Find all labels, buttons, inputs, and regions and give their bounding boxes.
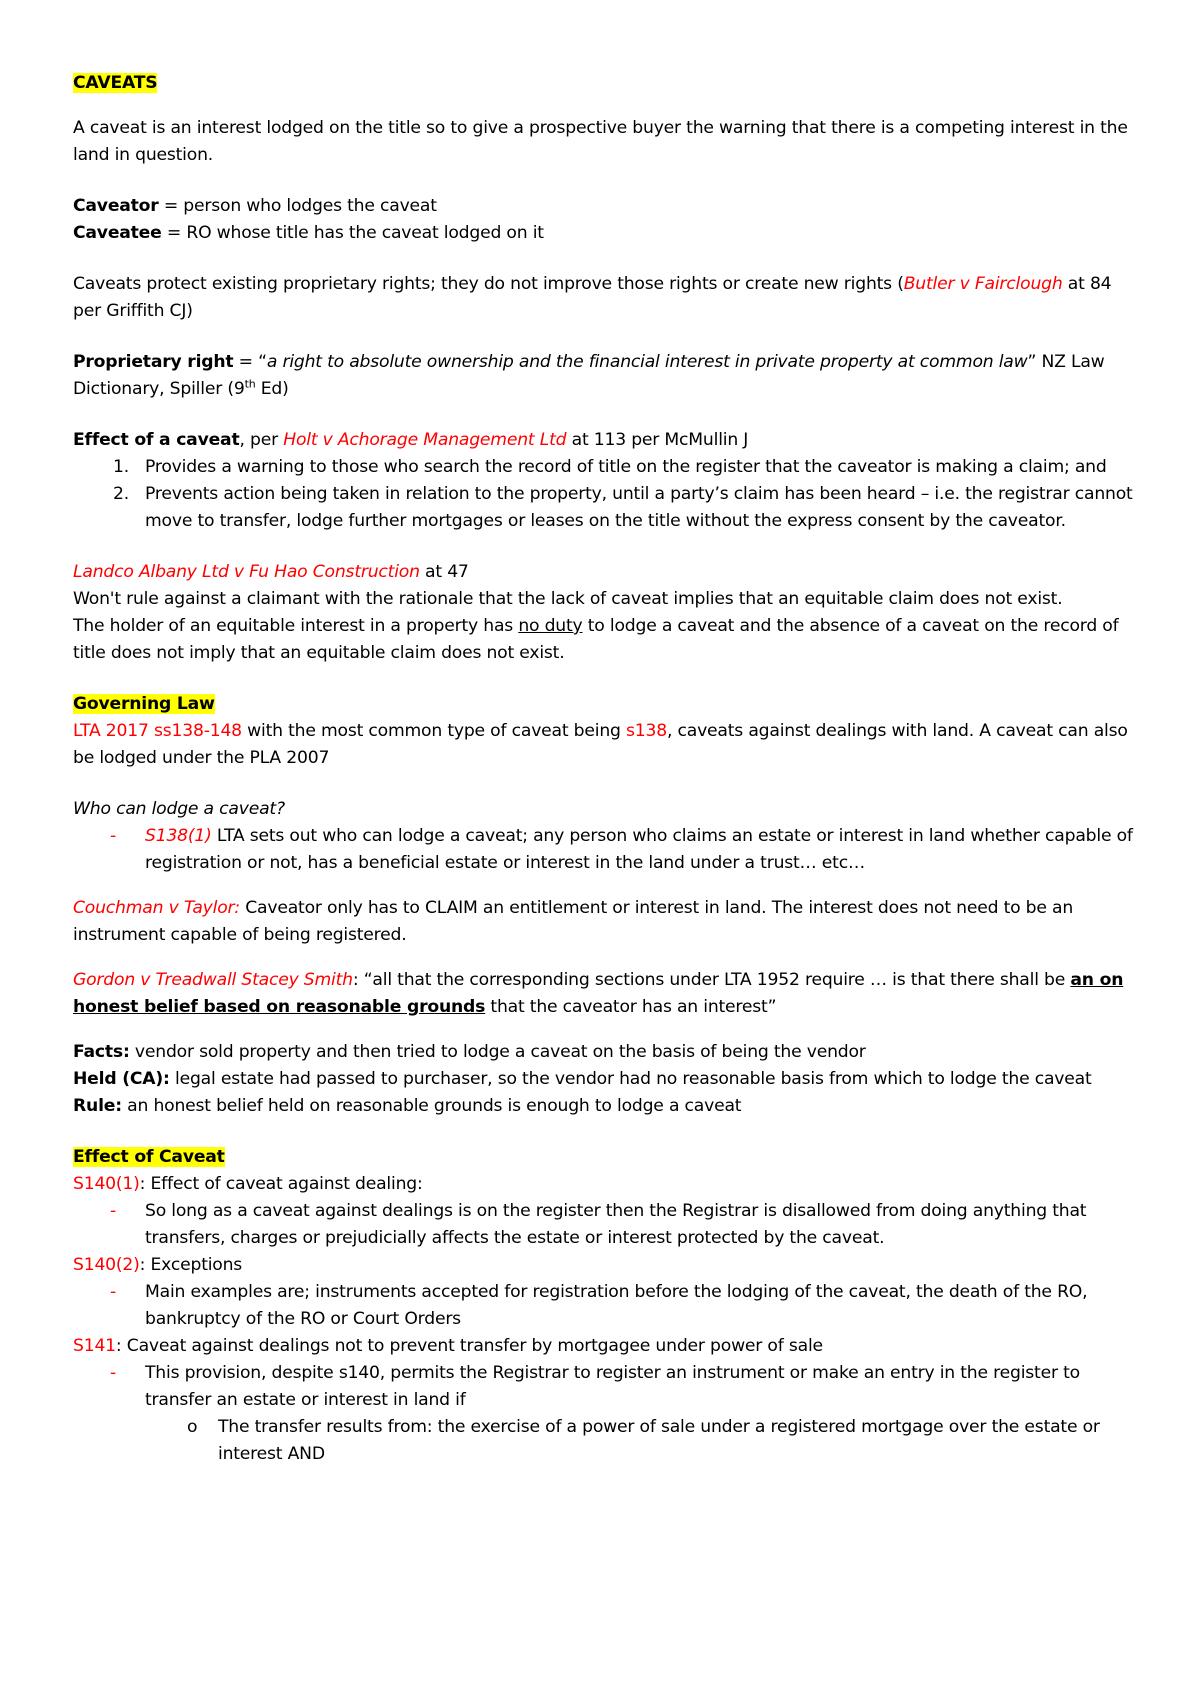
dash-bullet: - — [110, 1201, 117, 1221]
caveatee-term: Caveatee — [73, 223, 162, 243]
s140-2-text: : Exceptions — [139, 1255, 243, 1275]
proprietary-quote: a right to absolute ownership and the financial interest in private property at common law — [266, 352, 1028, 372]
caveator-term: Caveator — [73, 196, 159, 216]
dash-bullet: - — [110, 826, 117, 846]
case-butler: Butler v Fairclough — [903, 274, 1063, 294]
s141-subdetail: The transfer results from: the exercise of a power of sale under a registered mortgage over the estate or interest AND — [218, 1417, 1100, 1464]
s140-1-ref: S140(1) — [73, 1174, 140, 1194]
dash-bullet: - — [110, 1282, 117, 1302]
s140-2-list — [73, 1279, 1143, 1333]
protect-text: Caveats protect existing proprietary rights; they do not improve those rights or create new rights ( — [73, 274, 904, 294]
s140-1-detail: So long as a caveat against dealings is on the register then the Registrar is disallowed from doing anything that transfers, charges or prejudicially affects the estate or interest protected by the caveat. — [145, 1201, 1087, 1248]
no-duty: no duty — [518, 616, 583, 636]
effect-list — [73, 454, 1143, 535]
landco-line2b: to lodge a caveat and the absence of a caveat on the record of title does not imply that an equitable claim does not exist. — [73, 616, 1119, 663]
facts-label: Facts: — [73, 1042, 130, 1062]
s141-list — [73, 1360, 1143, 1414]
governing-t1: with the most common type of caveat being — [241, 721, 626, 741]
protect-paragraph — [73, 271, 1143, 325]
s140-2-detail: Main examples are; instruments accepted for registration before the lodging of the caveat, the death of the RO, bankruptcy of the RO or Court Orders — [145, 1282, 1088, 1329]
list-item-text: Provides a warning to those who search the record of title on the register that the caveator is making a claim; and — [145, 457, 1107, 477]
circle-bullet: o — [187, 1417, 198, 1437]
rule-line — [73, 1093, 1143, 1120]
landco-heading — [73, 559, 1143, 586]
edition-sup: th — [244, 377, 256, 391]
rule-label: Rule: — [73, 1096, 122, 1116]
case-gordon: Gordon v Treadwall Stacey Smith — [73, 970, 353, 990]
governing-law-heading — [73, 691, 1143, 718]
gordon-bold: an on honest belief based on reasonable grounds — [73, 970, 1124, 1017]
page-title — [73, 70, 1143, 97]
gordon-t1: : “all that the corresponding sections under LTA 1952 require … is that there shall be — [352, 970, 1071, 990]
effect-heading-line — [73, 427, 1143, 454]
s140-1-list — [73, 1198, 1143, 1252]
case-holt: Holt v Achorage Management Ltd — [283, 430, 567, 450]
s140-1-text: : Effect of caveat against dealing: — [139, 1174, 423, 1194]
gordon-t2: that the caveator has an interest” — [485, 997, 777, 1017]
proprietary-term: Proprietary right — [73, 352, 234, 372]
landco-at: at 47 — [419, 562, 469, 582]
effect-of-caveat-heading — [73, 1144, 1143, 1171]
list-item — [73, 1198, 1143, 1252]
proprietary-end: Ed) — [255, 379, 289, 399]
effect-tail: at 113 per McMullin J — [566, 430, 749, 450]
governing-t2: , caveats against dealings with land. A caveat can also be lodged under the PLA 2007 — [73, 721, 1128, 768]
proprietary-eq: = “ — [233, 352, 267, 372]
who-list — [73, 823, 1143, 877]
governing-law-label: Governing Law — [73, 694, 215, 714]
protect-tail: at 84 per Griffith CJ) — [73, 274, 1112, 321]
caveator-definition — [73, 193, 1143, 220]
facts-text: vendor sold property and then tried to lodge a caveat on the basis of being the vendor — [129, 1042, 866, 1062]
held-text: legal estate had passed to purchaser, so the vendor had no reasonable basis from which to lodge the caveat — [169, 1069, 1092, 1089]
s141-ref: S141 — [73, 1336, 116, 1356]
held-label: Held (CA): — [73, 1069, 170, 1089]
proprietary-paragraph — [73, 349, 1143, 403]
landco-line2 — [73, 613, 1143, 667]
list-item-text: Prevents action being taken in relation to the property, until a party’s claim has been heard – i.e. the registrar cannot move to transfer, lodge further mortgages or leases on the title without the express consent by the caveator. — [145, 484, 1133, 531]
effect-per: , per — [239, 430, 284, 450]
gordon-paragraph — [73, 967, 1143, 1021]
s141-line — [73, 1333, 1143, 1360]
s141-detail: This provision, despite s140, permits the Registrar to register an instrument or make an entry in the register to transfer an estate or interest in land if — [145, 1363, 1080, 1410]
s140-1-line — [73, 1171, 1143, 1198]
list-item — [73, 481, 1143, 535]
s140-2-line — [73, 1252, 1143, 1279]
effect-of-caveat-label: Effect of Caveat — [73, 1147, 225, 1167]
list-item — [73, 1360, 1143, 1414]
s141-text: : Caveat against dealings not to prevent transfer by mortgagee under power of sale — [115, 1336, 823, 1356]
who-text: LTA sets out who can lodge a caveat; any person who claims an estate or interest in land whether capable of registration or not, has a beneficial estate or interest in the land under a trust… etc… — [145, 826, 1133, 873]
rule-text: an honest belief held on reasonable grounds is enough to lodge a caveat — [121, 1096, 742, 1116]
caveator-def: = person who lodges the caveat — [158, 196, 437, 216]
couchman-text: Caveator only has to CLAIM an entitlement or interest in land. The interest does not need to be an instrument capable of being registered. — [73, 898, 1074, 945]
caveats-heading: CAVEATS — [73, 73, 158, 93]
caveatee-def: = RO whose title has the caveat lodged on it — [161, 223, 544, 243]
effect-term: Effect of a caveat — [73, 430, 240, 450]
lta-ref: LTA 2017 ss138-148 — [73, 721, 242, 741]
landco-line1: Won't rule against a claimant with the rationale that the lack of caveat implies that an equitable claim does not exist. — [73, 589, 1063, 609]
list-item — [73, 454, 1143, 481]
list-number: 1. — [113, 457, 129, 477]
document-page — [73, 70, 1143, 1468]
s138-1-ref: S138(1) — [145, 826, 212, 846]
s138-ref: s138 — [626, 721, 667, 741]
list-number: 2. — [113, 484, 129, 504]
held-line — [73, 1066, 1143, 1093]
list-item — [73, 1279, 1143, 1333]
list-item — [73, 823, 1143, 877]
who-question: Who can lodge a caveat? — [73, 799, 285, 819]
intro-paragraph: A caveat is an interest lodged on the title so to give a prospective buyer the warning that there is a competing interest in the land in question. — [73, 118, 1128, 165]
facts-line — [73, 1039, 1143, 1066]
proprietary-after: ” NZ Law Dictionary, Spiller (9 — [73, 352, 1105, 399]
case-couchman: Couchman v Taylor: — [73, 898, 240, 918]
governing-law-paragraph — [73, 718, 1143, 772]
s140-2-ref: S140(2) — [73, 1255, 140, 1275]
list-item — [73, 1414, 1143, 1468]
landco-line2a: The holder of an equitable interest in a property has — [73, 616, 519, 636]
s141-sublist — [73, 1414, 1143, 1468]
case-landco: Landco Albany Ltd v Fu Hao Construction — [73, 562, 420, 582]
caveatee-definition — [73, 220, 1143, 247]
dash-bullet: - — [110, 1363, 117, 1383]
couchman-paragraph — [73, 895, 1143, 949]
